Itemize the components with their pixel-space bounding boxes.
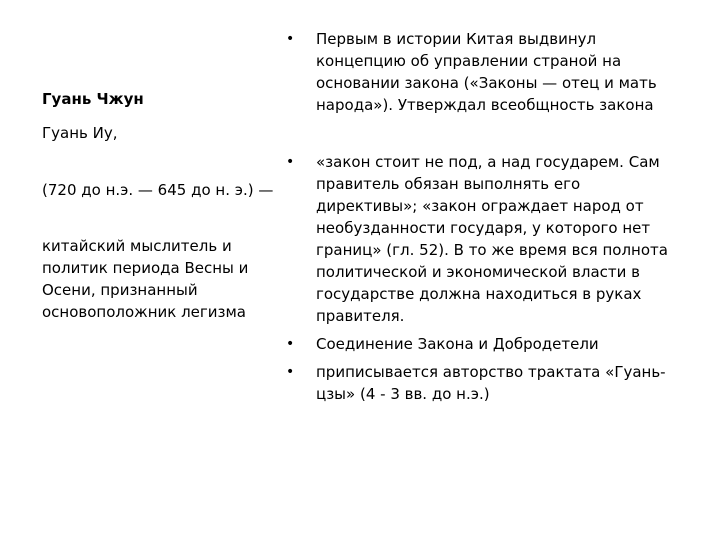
bullet-item (286, 28, 686, 116)
bullet-text: «закон стоит не под, а над государем. Сам правитель обязан выполнять его директивы»; «закон ограждает народ от необузданности государя, у которого нет границ» (гл. 52). В то же время вся полнота политической и экономической власти в государстве должна находиться в руках правителя. (316, 153, 668, 325)
bullet-icon: • (286, 364, 295, 380)
person-name: Гуань Иу, (42, 124, 118, 142)
person-description: китайский мыслитель и политик периода Весны и Осени, признанный основоположник легизма (42, 237, 249, 321)
bullet-text: Соединение Закона и Добродетели (316, 335, 599, 353)
bullet-text: приписывается авторство трактата «Гуань-цзы» (4 - 3 вв. до н.э.) (316, 363, 666, 403)
bullet-icon: • (286, 336, 295, 352)
right-column (286, 28, 686, 405)
left-column (42, 88, 274, 323)
bullet-icon: • (286, 154, 295, 170)
person-dates: (720 до н.э. — 645 до н. э.) — (42, 181, 274, 199)
bullet-item (286, 151, 686, 327)
bullet-icon: • (286, 31, 295, 47)
bullet-item (286, 333, 686, 355)
bullet-text: Первым в истории Китая выдвинул концепцию об управлении страной на основании закона («Законы — отец и мать народа»). Утверждал всеобщность закона (316, 30, 657, 114)
person-title: Гуань Чжун (42, 90, 144, 108)
bullet-item (286, 361, 686, 405)
